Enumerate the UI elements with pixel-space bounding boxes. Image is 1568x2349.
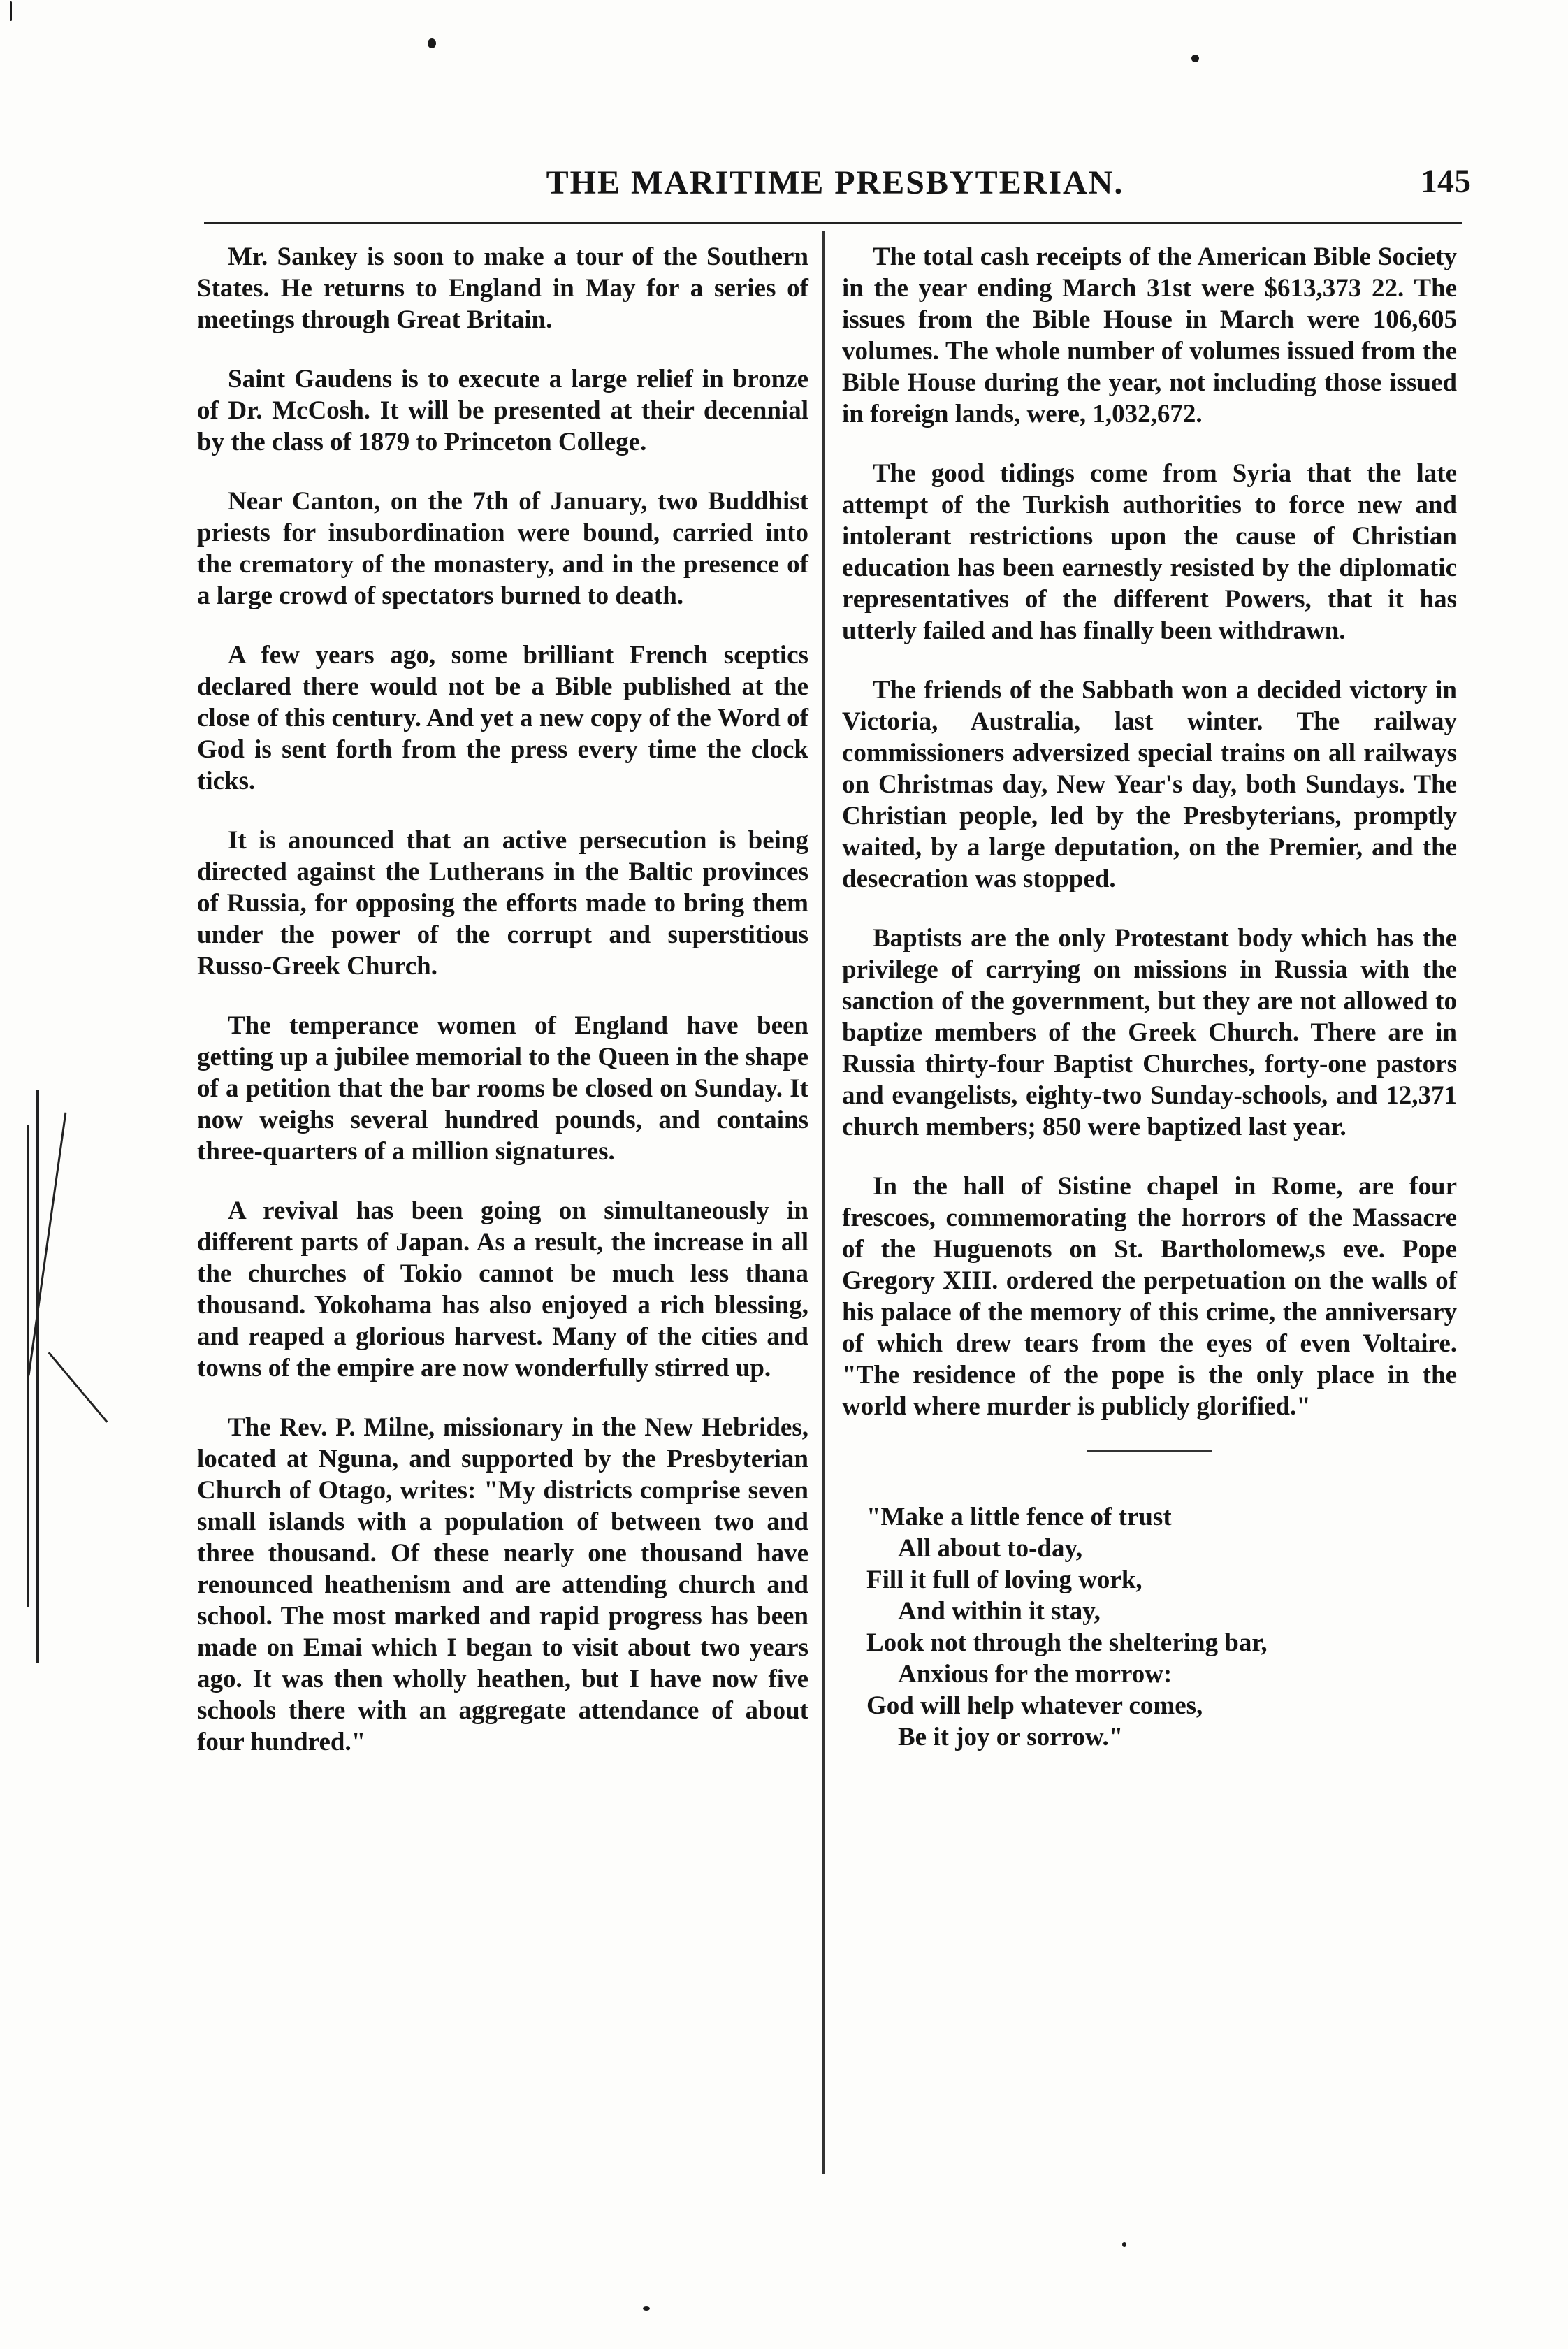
section-rule [1087, 1450, 1212, 1452]
news-paragraph: It is anounced that an active persecution is being directed against the Lutherans in the Baltic provinces of Russia, for opposing the efforts made to bring them under the power of the corrupt and superstitious Russo-Greek Church. [197, 826, 808, 981]
margin-bracket-mark [48, 1352, 108, 1423]
column-divider [822, 231, 825, 2174]
header-rule [204, 222, 1462, 224]
poem-line: All about to-day, [898, 1534, 1083, 1563]
right-column [842, 241, 1457, 1753]
news-paragraph: The good tidings come from Syria that the late attempt of the Turkish authorities to force new and intolerant restrictions upon the cause of Christian education has been earnestly resisted by the diplomatic representatives of the different Powers, that it has utterly failed and has finally been withdrawn. [842, 459, 1457, 645]
news-paragraph: A few years ago, some brilliant French sceptics declared there would not be a Bible published at the close of this century. And yet a new copy of the Word of God is sent forth from the press every time the clock ticks. [197, 641, 808, 795]
news-paragraph: The Rev. P. Milne, missionary in the New Hebrides, located at Nguna, and supported by the Presbyterian Church of Otago, writes: "My districts comprise seven small islands with a population of between two and three thousand. Of these nearly one thousand have renounced heathenism and are attending church and school. The most marked and rapid progress has been made on Emai which I began to visit about two years ago. It was then wholly heathen, but I have now five schools there with an aggregate attendance of about four hundred." [197, 1413, 808, 1756]
margin-bracket-mark [36, 1090, 39, 1663]
poem-verse [842, 1501, 1457, 1753]
news-paragraph: Mr. Sankey is soon to make a tour of the Southern States. He returns to England in May for a series of meetings through Great Britain. [197, 243, 808, 334]
poem-line: Anxious for the morrow: [898, 1660, 1173, 1689]
scan-speck [643, 2306, 650, 2311]
page-header [199, 155, 1471, 204]
news-paragraph: A revival has been going on simultaneously in different parts of Japan. As a result, the increase in all the churches of Tokio cannot be much less thana thousand. Yokohama has also enjoyed a rich blessing, and reaped a glorious harvest. Many of the cities and towns of the empire are now wonderfully stirred up. [197, 1197, 808, 1382]
running-title: THE MARITIME PRESBYTERIAN. [546, 164, 1124, 201]
scan-speck [10, 1, 12, 21]
scan-speck [1191, 55, 1199, 62]
news-paragraph: The friends of the Sabbath won a decided victory in Victoria, Australia, last winter. The railway commissioners adversized special trains on all railways on Christmas day, New Year's day, both Sundays. The Christian people, led by the Presbyterians, promptly waited, by a large deputation, on the Premier, and the desecration was stopped. [842, 676, 1457, 893]
margin-bracket-mark [28, 1113, 67, 1376]
news-paragraph: Baptists are the only Protestant body which has the privilege of carrying on missions in Russia with the sanction of the government, but they are not allowed to baptize members of the Greek Church. There are in Russia thirty-four Baptist Churches, forty-one pastors and evangelists, eighty-two Sunday-schools, and 12,371 church members; 850 were baptized last year. [842, 924, 1457, 1141]
scan-speck [1122, 2242, 1126, 2247]
poem-line: Be it joy or sorrow." [898, 1723, 1124, 1751]
news-paragraph: Near Canton, on the 7th of January, two Buddhist priests for insubordination were bound, carried into the crematory of the monastery, and in the presence of a large crowd of spectators burned to death. [197, 487, 808, 610]
left-column [197, 241, 808, 1786]
poem-line: God will help whatever comes, [866, 1691, 1203, 1720]
poem-line: Fill it full of loving work, [866, 1566, 1142, 1594]
news-paragraph: In the hall of Sistine chapel in Rome, are four frescoes, commemorating the horrors of the Massacre of the Huguenots on St. Bartholomew,s eve. Pope Gregory XIII. ordered the perpetuation on the walls of his palace of the memory of this crime, the anniversary of which drew tears from the eyes of even Voltaire. "The residence of the pope is the only place in the world where murder is publicly glorified." [842, 1172, 1457, 1421]
news-paragraph: The total cash receipts of the American Bible Society in the year ending March 31st were $613,373 22. The issues from the Bible House in March were 106,605 volumes. The whole number of volumes issued from the Bible House during the year, not including those issued in foreign lands, were, 1,032,672. [842, 243, 1457, 428]
news-paragraph: The temperance women of England have been getting up a jubilee memorial to the Queen in the shape of a petition that the bar rooms be closed on Sunday. It now weighs several hundred pounds, and contains three-quarters of a million signatures. [197, 1011, 808, 1166]
poem-line: "Make a little fence of trust [866, 1503, 1172, 1531]
poem-line: Look not through the sheltering bar, [866, 1628, 1268, 1657]
news-paragraph: Saint Gaudens is to execute a large relief in bronze of Dr. McCosh. It will be presented at their decennial by the class of 1879 to Princeton College. [197, 365, 808, 456]
poem-line: And within it stay, [898, 1597, 1101, 1626]
page-number: 145 [1421, 163, 1471, 200]
scan-speck [428, 38, 436, 48]
